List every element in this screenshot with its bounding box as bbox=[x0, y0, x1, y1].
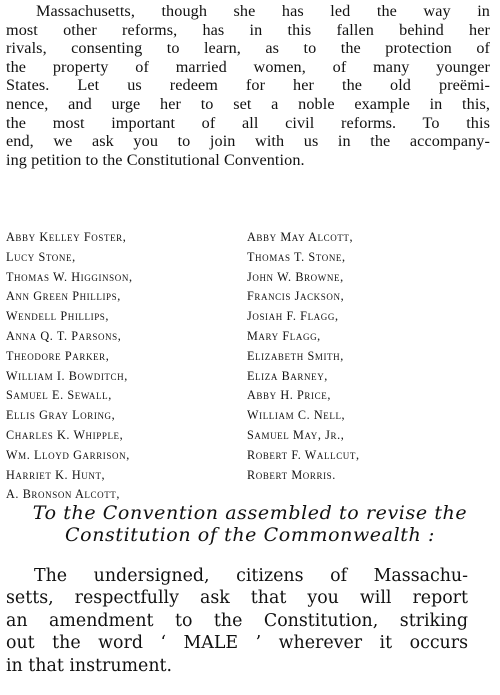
signer-name: Samuel E. Sewall, bbox=[6, 388, 112, 403]
signer-name: Samuel May, Jr., bbox=[247, 427, 345, 442]
convention-heading bbox=[0, 502, 500, 546]
intro-line: end, we ask you to join with us in the accompany- bbox=[6, 132, 490, 151]
intro-line: rivals, consenting to learn, as to the protection of bbox=[6, 39, 490, 58]
intro-paragraph bbox=[6, 2, 490, 169]
signer-name: Abby Kelley Foster, bbox=[6, 230, 127, 244]
signer-name: Theodore Parker, bbox=[6, 348, 110, 363]
signers-left-column bbox=[6, 228, 133, 505]
signer-name: Robert F. Wallcut, bbox=[247, 447, 360, 462]
signer-name: Thomas T. Stone, bbox=[247, 249, 346, 264]
signer-name: A. Bronson Alcott, bbox=[6, 487, 121, 502]
signer-name: John W. Browne, bbox=[247, 269, 344, 284]
intro-line: the property of married women, of many younger bbox=[6, 57, 490, 76]
signer-name: Ann Green Phillips, bbox=[6, 289, 121, 304]
signer-name: Abby H. Price, bbox=[247, 388, 331, 403]
signer-name: Robert Morris. bbox=[247, 467, 336, 482]
signer-name: Harriet K. Hunt, bbox=[6, 467, 106, 482]
signer-name: Josiah F. Flagg, bbox=[247, 309, 339, 324]
intro-line: nence, and urge her to set a noble example in this, bbox=[6, 94, 490, 113]
petition-line: out the word ‘ MALE ’ wherever it occurs bbox=[6, 633, 468, 654]
petition-line: The undersigned, citizens of Massachu- bbox=[34, 566, 468, 586]
petition-line: setts, respectfully ask that you will report bbox=[6, 588, 468, 609]
signer-name: Thomas W. Higginson, bbox=[6, 269, 133, 284]
signer-name: Abby May Alcott, bbox=[247, 230, 354, 244]
signer-name: Eliza Barney, bbox=[247, 368, 328, 383]
petition-text bbox=[6, 565, 468, 677]
intro-line: most other reforms, has in this fallen behind her bbox=[6, 20, 490, 39]
signer-name: Elizabeth Smith, bbox=[247, 348, 344, 363]
convention-heading-line: Constitution of the Commonwealth : bbox=[65, 524, 435, 546]
intro-line: the most important of all civil reforms. To this bbox=[6, 113, 490, 132]
signer-name: Francis Jackson, bbox=[247, 289, 345, 304]
signer-name: William I. Bowditch, bbox=[6, 368, 128, 383]
intro-line: Massachusetts, though she has led the way in bbox=[36, 2, 490, 20]
intro-line: ing petition to the Constitutional Convention. bbox=[6, 150, 305, 169]
petition-line: an amendment to the Constitution, striking bbox=[6, 610, 468, 631]
signer-name: Lucy Stone, bbox=[6, 249, 76, 264]
signer-name: Anna Q. T. Parsons, bbox=[6, 328, 122, 343]
signer-name: Ellis Gray Loring, bbox=[6, 408, 116, 423]
intro-line: States. Let us redeem for her the old preëmi- bbox=[6, 76, 490, 95]
signer-name: Wendell Phillips, bbox=[6, 309, 110, 324]
petition-line: in that instrument. bbox=[6, 655, 173, 676]
signer-name: William C. Nell, bbox=[247, 408, 346, 423]
convention-heading-line: To the Convention assembled to revise the bbox=[32, 502, 468, 524]
signer-name: Charles K. Whipple, bbox=[6, 427, 124, 442]
signers-right-column bbox=[247, 228, 360, 485]
signer-name: Mary Flagg, bbox=[247, 328, 321, 343]
signer-name: Wm. Lloyd Garrison, bbox=[6, 447, 130, 462]
